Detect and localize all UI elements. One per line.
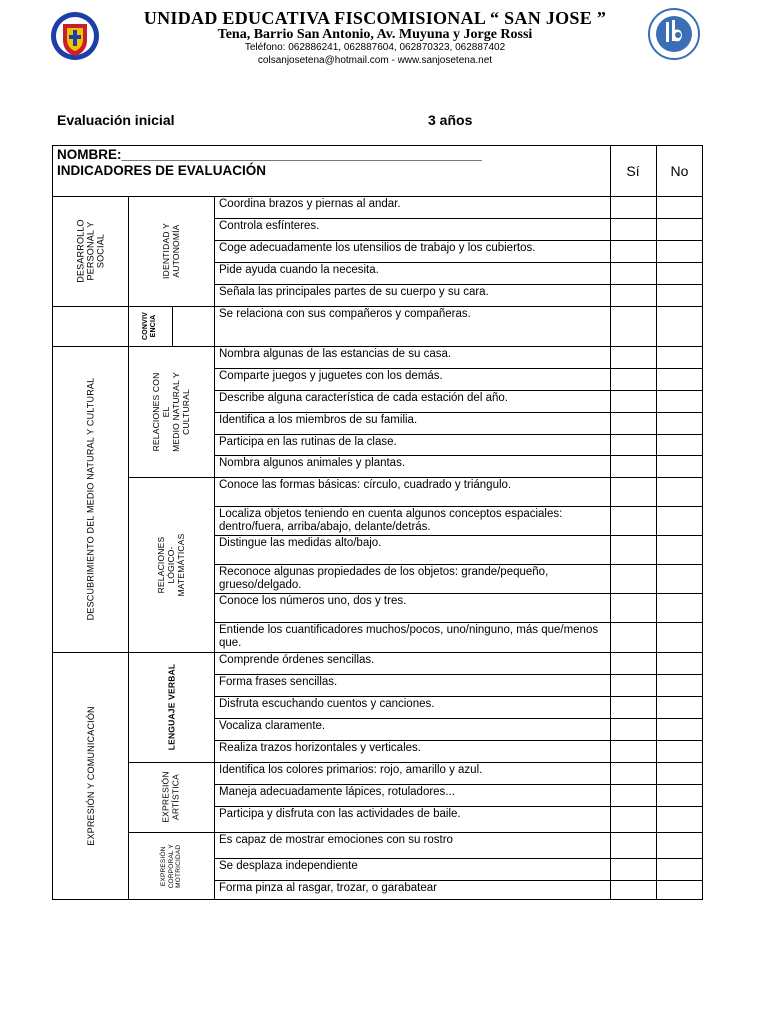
grid-line bbox=[214, 652, 703, 653]
evaluation-title: Evaluación inicial bbox=[57, 112, 175, 128]
school-crest-icon bbox=[50, 8, 100, 64]
grid-line bbox=[610, 145, 611, 900]
grid-line bbox=[214, 832, 703, 833]
indicator-item: Realiza trazos horizontales y verticales. bbox=[219, 742, 421, 754]
grid-line bbox=[214, 218, 703, 219]
grid-line bbox=[214, 593, 703, 594]
grid-line bbox=[214, 674, 703, 675]
area-descubrimiento-medio: DESCUBRIMIENTO DEL MEDIO NATURAL Y CULTURAL bbox=[85, 377, 96, 621]
indicator-item: Conoce los números uno, dos y tres. bbox=[219, 595, 407, 607]
grid-line bbox=[214, 564, 703, 565]
indicator-item: Controla esfínteres. bbox=[219, 220, 320, 232]
indicator-item: Describe alguna característica de cada estación del año. bbox=[219, 392, 508, 404]
indicator-item: Se relaciona con sus compañeros y compañeras. bbox=[219, 308, 471, 320]
indicator-item: Entiende los cuantificadores muchos/pocos, uno/ninguno, más que/menos que. bbox=[219, 624, 599, 649]
grid-line bbox=[172, 306, 173, 346]
indicator-item: Distingue las medidas alto/bajo. bbox=[219, 537, 382, 549]
grid-line bbox=[214, 240, 703, 241]
indicator-item: Identifica a los miembros de su familia. bbox=[219, 414, 418, 426]
grid-line bbox=[214, 535, 703, 536]
grid-line bbox=[214, 622, 703, 623]
indicator-item: Vocaliza claramente. bbox=[219, 720, 326, 732]
grid-line bbox=[214, 262, 703, 263]
indicator-item: Señala las principales partes de su cuerpo y su cara. bbox=[219, 286, 489, 298]
indicator-item: Localiza objetos teniendo en cuenta algunos conceptos espaciales: dentro/fuera, arriba/abajo, delante/detrás. bbox=[219, 508, 563, 533]
indicator-item: Identifica los colores primarios: rojo, amarillo y azul. bbox=[219, 764, 483, 776]
grid-line bbox=[656, 145, 657, 900]
indicator-item: Se desplaza independiente bbox=[219, 860, 358, 872]
indicator-item: Nombra algunos animales y plantas. bbox=[219, 457, 406, 469]
grid-line bbox=[214, 784, 703, 785]
grid-line bbox=[214, 196, 703, 197]
letterhead bbox=[0, 0, 768, 70]
school-name: UNIDAD EDUCATIVA FISCOMISIONAL “ SAN JOSE ” bbox=[143, 8, 607, 28]
grid-line bbox=[214, 455, 703, 456]
grid-line bbox=[214, 762, 703, 763]
grid-line bbox=[214, 858, 703, 859]
grid-line bbox=[214, 506, 703, 507]
indicator-item: Participa en las rutinas de la clase. bbox=[219, 436, 397, 448]
indicators-heading: INDICADORES DE EVALUACIÓN bbox=[57, 163, 267, 178]
name-field-label: NOMBRE:________________________________________________ bbox=[57, 147, 482, 162]
subarea-medio-natural: RELACIONES CON EL MEDIO NATURAL Y CULTURAL bbox=[151, 371, 191, 452]
column-si: Sí bbox=[626, 163, 640, 179]
grid-line bbox=[214, 412, 703, 413]
grid-line bbox=[214, 696, 703, 697]
indicator-item: Comprende órdenes sencillas. bbox=[219, 654, 375, 666]
ib-logo-icon bbox=[648, 8, 700, 60]
indicator-item: Participa y disfruta con las actividades de baile. bbox=[219, 808, 461, 820]
indicator-item: Conoce las formas básicas: círculo, cuadrado y triángulo. bbox=[219, 479, 512, 491]
indicator-item: Forma pinza al rasgar, trozar, o garabatear bbox=[219, 882, 437, 894]
indicator-item: Coordina brazos y piernas al andar. bbox=[219, 198, 401, 210]
indicator-item: Disfruta escuchando cuentos y canciones. bbox=[219, 698, 435, 710]
age-group: 3 años bbox=[428, 112, 473, 128]
indicator-item: Reconoce algunas propiedades de los objetos: grande/pequeño, grueso/delgado. bbox=[219, 566, 549, 591]
indicator-item: Pide ayuda cuando la necesita. bbox=[219, 264, 379, 276]
grid-line bbox=[214, 196, 215, 900]
indicator-item: Forma frases sencillas. bbox=[219, 676, 338, 688]
school-contact: colsanjosetena@hotmail.com - www.sanjosetena.net bbox=[257, 55, 493, 66]
subarea-convivencia: CONVIV ENCIA bbox=[141, 311, 157, 341]
indicator-item: Comparte juegos y juguetes con los demás. bbox=[219, 370, 443, 382]
subarea-lenguaje-verbal: LENGUAJE VERBAL bbox=[166, 663, 176, 751]
grid-line bbox=[214, 434, 703, 435]
column-no: No bbox=[670, 163, 689, 179]
grid-line bbox=[214, 880, 703, 881]
indicator-item: Maneja adecuadamente lápices, rotuladores... bbox=[219, 786, 455, 798]
subarea-expresion-artistica: EXPRESIÓN ARTÍSTICA bbox=[161, 771, 181, 823]
indicator-item: Nombra algunas de las estancias de su casa. bbox=[219, 348, 452, 360]
subarea-identidad-autonomia: IDENTIDAD Y AUTONOMÍA bbox=[160, 223, 181, 279]
school-phones: Teléfono: 062886241, 062887604, 062870323, 062887402 bbox=[244, 42, 506, 53]
subarea-logico-matematicas: RELACIONES LÓGICO- MATEMÁTICAS bbox=[156, 533, 186, 596]
grid-line bbox=[214, 306, 703, 307]
grid-line bbox=[214, 284, 703, 285]
grid-line bbox=[214, 718, 703, 719]
area-expresion-comunicacion: EXPRESIÓN Y COMUNICACIÓN bbox=[85, 706, 96, 846]
grid-line bbox=[214, 740, 703, 741]
indicator-item: Es capaz de mostrar emociones con su rostro bbox=[219, 834, 453, 846]
area-desarrollo-personal: DESARROLLO PERSONAL Y SOCIAL bbox=[75, 219, 106, 283]
indicator-item: Coge adecuadamente los utensilios de trabajo y los cubiertos. bbox=[219, 242, 536, 254]
subarea-expresion-corporal: EXPRESIÓN CORPORAL Y MOTRICIDAD bbox=[159, 843, 182, 889]
grid-line bbox=[214, 477, 703, 478]
school-address: Tena, Barrio San Antonio, Av. Muyuna y Jorge Rossi bbox=[217, 27, 533, 42]
grid-line bbox=[214, 806, 703, 807]
grid-line bbox=[214, 390, 703, 391]
grid-line bbox=[214, 346, 703, 347]
grid-line bbox=[214, 368, 703, 369]
